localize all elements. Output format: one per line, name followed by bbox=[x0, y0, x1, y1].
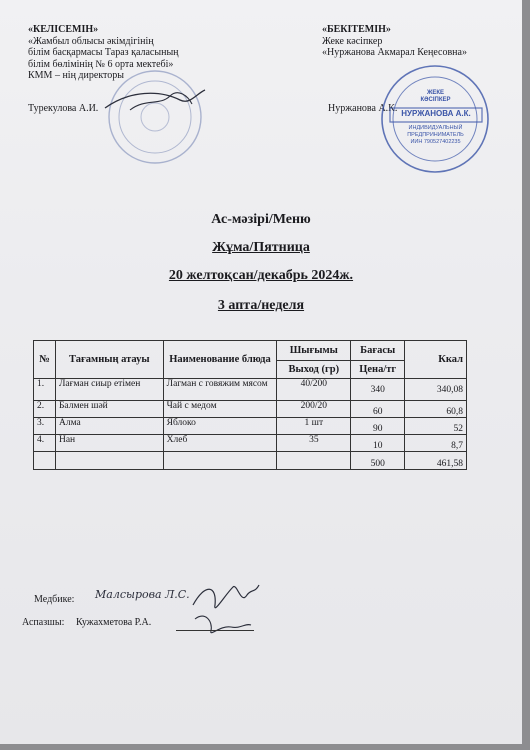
nurse-label: Медбике: bbox=[34, 594, 75, 605]
menu-title: Ас-мәзірі/Меню bbox=[211, 212, 311, 227]
row-name-kz: Алма bbox=[55, 418, 163, 435]
stamp-iin: ИИН 790527402235 bbox=[410, 139, 461, 145]
col-output-kz-header: Шығымы bbox=[277, 341, 351, 361]
col-name-ru-header: Наименование блюда bbox=[163, 341, 277, 379]
cook-label: Аспазшы: bbox=[22, 617, 65, 628]
approval-left-line4: КММ – нің директоры bbox=[28, 70, 124, 81]
row-price: 90 bbox=[351, 418, 405, 435]
approval-block-right bbox=[322, 24, 512, 59]
row-num: 1. bbox=[34, 379, 56, 401]
signer-right: Нуржанова А.К. bbox=[328, 103, 398, 114]
nurse-signature: Малсырова Л.С. bbox=[95, 588, 190, 601]
col-num-header: № bbox=[34, 341, 56, 379]
approval-left-line3: білім бөлімінің № 6 орта мектебі» bbox=[28, 58, 174, 70]
row-kcal: 52 bbox=[405, 418, 467, 435]
row-kcal: 60,8 bbox=[405, 401, 467, 418]
row-name-ru: Хлеб bbox=[163, 435, 277, 452]
table-row bbox=[34, 401, 467, 418]
stamp-sub1: ЖЕКЕ bbox=[426, 90, 445, 96]
row-kcal: 8,7 bbox=[405, 435, 467, 452]
row-name-ru: Чай с медом bbox=[163, 401, 277, 418]
row-name-kz: Лағман сиыр етімен bbox=[55, 379, 163, 401]
row-name-kz: Балмен шәй bbox=[55, 401, 163, 418]
date-title: 20 желтоқсан/декабрь 2024ж. bbox=[168, 268, 354, 283]
stamp-name: НУРЖАНОВА А.К. bbox=[401, 109, 471, 118]
row-output: 200/20 bbox=[277, 401, 351, 418]
approval-left-line2: білім басқармасы Тараз қаласының bbox=[28, 47, 179, 58]
day-title: Жұма/Пятница bbox=[212, 240, 310, 255]
row-price: 60 bbox=[351, 401, 405, 418]
stamp-sub2: КӘСІПКЕР bbox=[420, 97, 451, 103]
school-seal-icon bbox=[100, 60, 210, 175]
row-output: 1 шт bbox=[277, 418, 351, 435]
stamp-ring-icon bbox=[378, 62, 493, 177]
approval-left-line1: «Жамбыл облысы әкімдігінің bbox=[28, 35, 154, 47]
row-name-ru: Лагман с говяжим мясом bbox=[163, 379, 277, 401]
row-output: 35 bbox=[277, 435, 351, 452]
approval-label-right: «БЕКІТЕМІН» bbox=[322, 24, 391, 35]
signer-left: Турекулова А.И. bbox=[28, 103, 99, 114]
week-title: 3 апта/неделя bbox=[217, 298, 305, 313]
cook-name: Кужахметова Р.А. bbox=[76, 617, 152, 628]
stamp-sub4: ПРЕДПРИНИМАТЕЛЬ bbox=[407, 132, 464, 138]
row-name-ru: Яблоко bbox=[163, 418, 277, 435]
approval-right-line2: «Нуржанова Акмарал Кеңесовна» bbox=[322, 47, 467, 58]
menu-table bbox=[33, 340, 467, 470]
row-num: 2. bbox=[34, 401, 56, 418]
table-header-row bbox=[34, 341, 467, 361]
col-kcal-header: Ккал bbox=[405, 341, 467, 379]
row-num: 4. bbox=[34, 435, 56, 452]
cook-signature-line bbox=[176, 630, 254, 631]
entrepreneur-stamp bbox=[378, 62, 493, 177]
col-output-ru-header: Выход (гр) bbox=[277, 361, 351, 379]
col-name-kz-header: Тағамның атауы bbox=[55, 341, 163, 379]
approval-right-line1: Жеке кәсіпкер bbox=[322, 35, 383, 47]
table-row bbox=[34, 418, 467, 435]
table-row bbox=[34, 379, 467, 401]
table-total-row bbox=[34, 452, 467, 470]
row-output: 40/200 bbox=[277, 379, 351, 401]
col-price-ru-header: Цена/тг bbox=[351, 361, 405, 379]
table-row bbox=[34, 435, 467, 452]
row-price: 340 bbox=[351, 379, 405, 401]
row-num: 3. bbox=[34, 418, 56, 435]
row-price: 10 bbox=[351, 435, 405, 452]
approval-label-left: «КЕЛІСЕМІН» bbox=[28, 24, 99, 35]
total-price: 500 bbox=[351, 452, 405, 470]
row-kcal: 340,08 bbox=[405, 379, 467, 401]
col-price-kz-header: Бағасы bbox=[351, 341, 405, 361]
stamp-sub3: ИНДИВИДУАЛЬНЫЙ bbox=[408, 125, 463, 131]
total-kcal: 461,58 bbox=[405, 452, 467, 470]
row-name-kz: Нан bbox=[55, 435, 163, 452]
